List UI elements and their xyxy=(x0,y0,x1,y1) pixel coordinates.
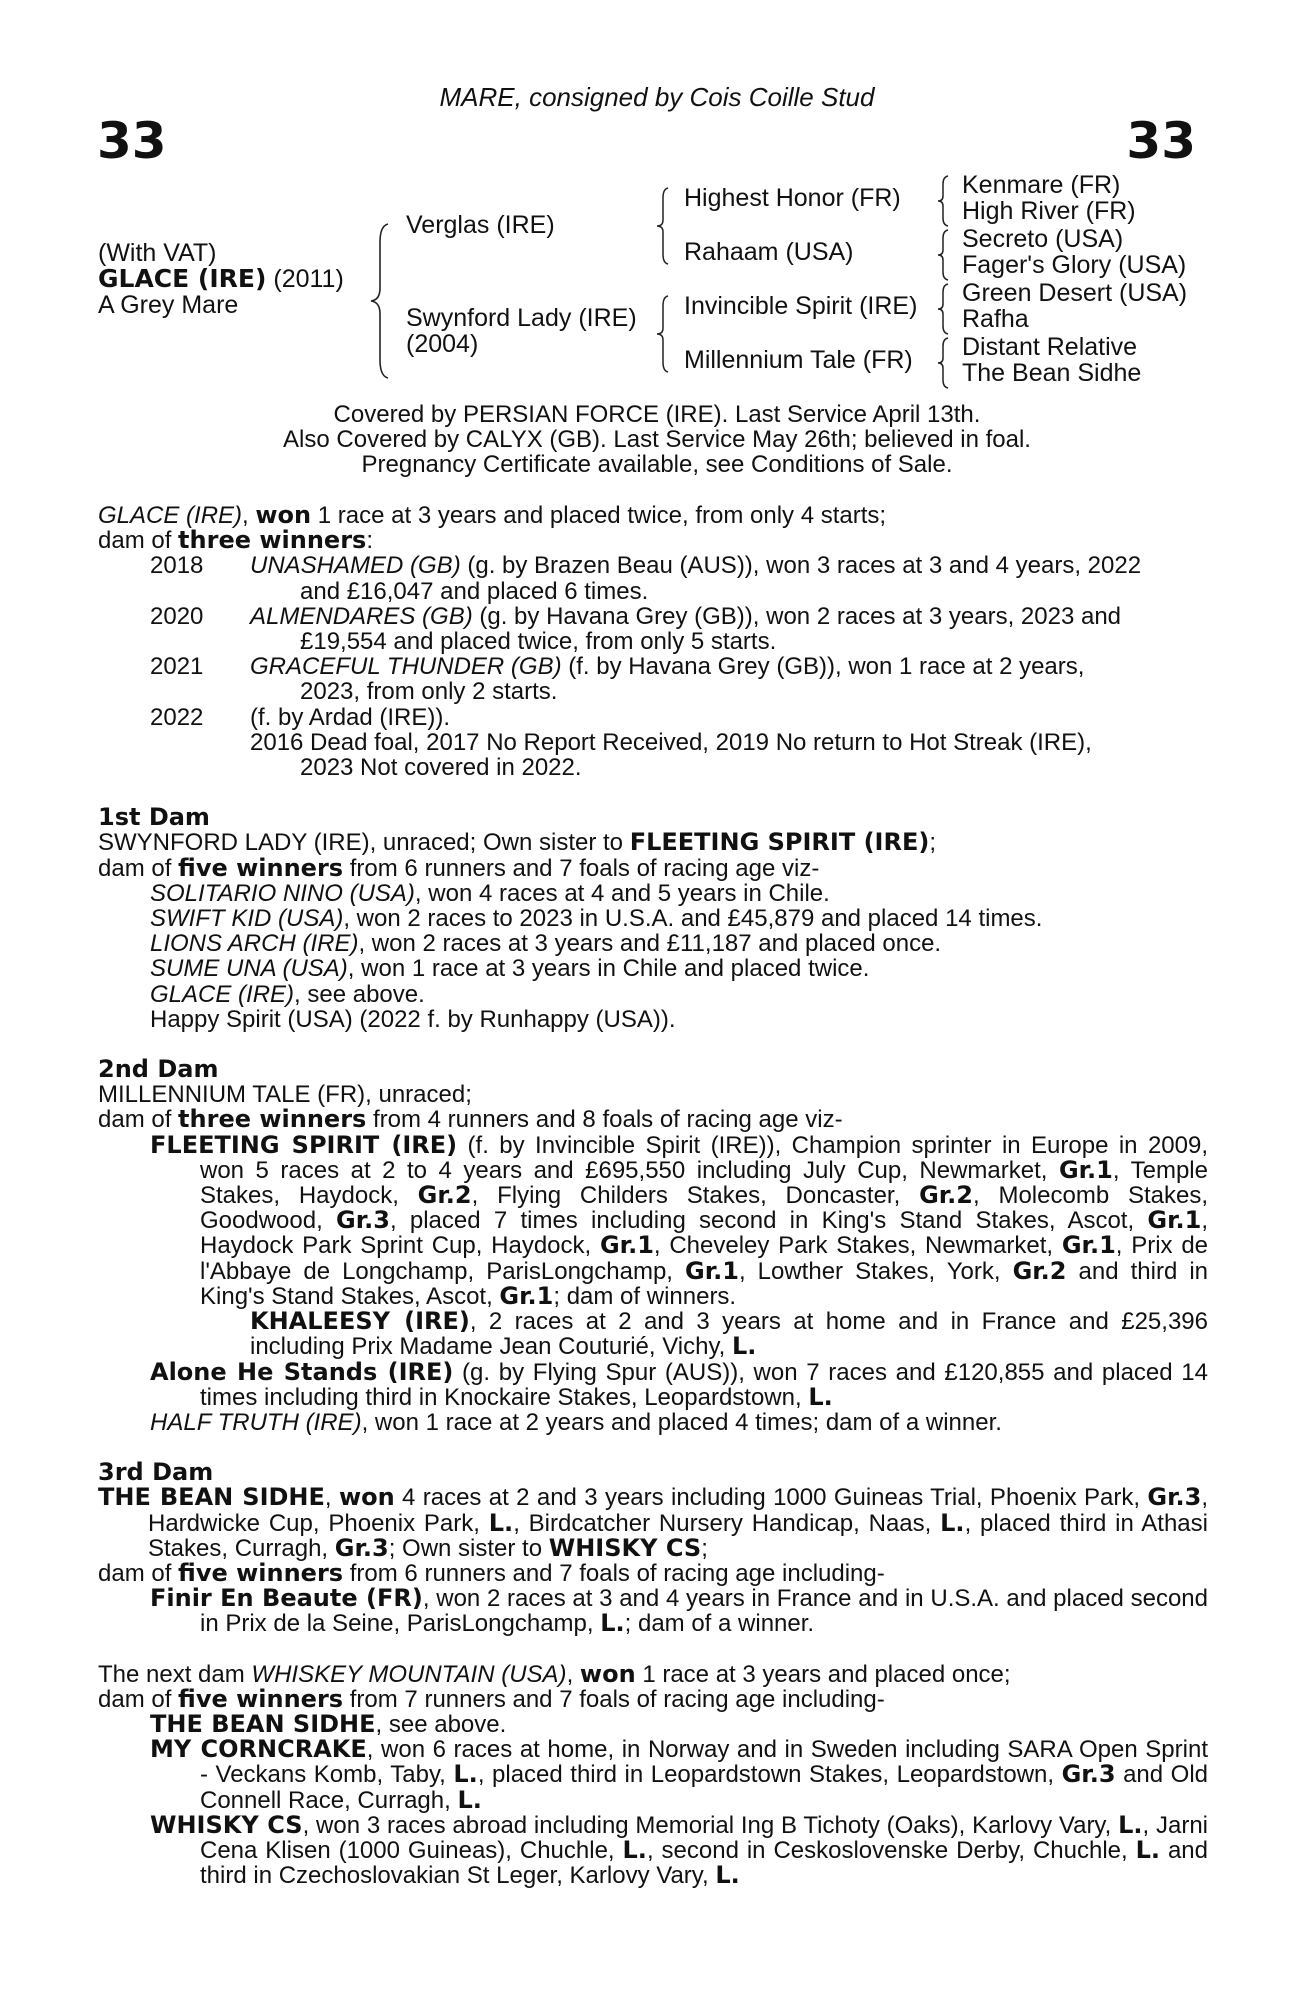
progeny-name: SOLITARIO NINO (USA) xyxy=(150,879,415,907)
first-dam-progeny xyxy=(98,881,1208,1007)
won-word: won xyxy=(338,1483,395,1512)
progeny-name: SWIFT KID (USA) xyxy=(150,905,344,933)
grade: Gr.2 xyxy=(919,1181,973,1210)
whisky-cs-entry xyxy=(98,1810,1208,1890)
entry-name: FLEETING SPIRIT (IRE) xyxy=(150,1130,458,1159)
text: 4 races at 2 and 3 years including 1000 Guineas Trial, Phoenix Park, xyxy=(394,1484,1148,1512)
lot-number-left: 33 xyxy=(97,112,167,170)
second-dam-line-1: MILLENNIUM TALE (FR), unraced; xyxy=(98,1081,472,1109)
produce-item xyxy=(98,553,1208,578)
dam-sire: Invincible Spirit (IRE) xyxy=(684,292,918,320)
text: , Hardwicke Cup, Phoenix Park, xyxy=(148,1484,1208,1537)
winners-count: three winners xyxy=(178,1105,367,1134)
grade: L. xyxy=(600,1609,625,1638)
gg-2: High River (FR) xyxy=(962,197,1136,225)
produce-details: (g. by Brazen Beau (AUS)), won 3 races at 3 and 4 years, 2022 xyxy=(460,552,1142,580)
entry-name: WHISKY CS xyxy=(150,1810,303,1839)
produce-horse-name: GLACE (IRE) xyxy=(98,502,243,529)
progeny-item xyxy=(98,931,1208,956)
text: , Jarni Cena Klisen (1000 Guineas), Chuchle, xyxy=(200,1811,1208,1864)
bean-sidhe-entry xyxy=(98,1709,1208,1738)
produce-text: 1 race at 3 years and placed twice, from only 4 starts; xyxy=(311,502,887,529)
progeny-item xyxy=(98,982,1208,1007)
text: , see above. xyxy=(375,1710,507,1738)
winners-count: three winners xyxy=(178,526,367,555)
text: , Haydock Park Sprint Cup, Haydock, xyxy=(200,1207,1208,1260)
grade: Gr.1 xyxy=(685,1256,739,1285)
produce-item xyxy=(98,604,1208,629)
text: , Temple Stakes, Haydock, xyxy=(200,1156,1208,1210)
entry-name: HALF TRUTH (IRE) xyxy=(150,1408,362,1436)
gg-5: Green Desert (USA) xyxy=(962,279,1188,307)
text: from 6 runners and 7 foals of racing age viz- xyxy=(343,854,820,882)
dam-dam: Millennium Tale (FR) xyxy=(684,346,913,374)
grade: Gr.3 xyxy=(1147,1483,1202,1512)
text: from 4 runners and 8 foals of racing age viz- xyxy=(366,1106,843,1134)
text: , placed third in Leopardstown Stakes, Leopardstown, xyxy=(477,1761,1062,1789)
grade: Gr.2 xyxy=(417,1181,472,1210)
text: 1 race at 3 years and placed once; xyxy=(635,1660,1011,1688)
grade: Gr.3 xyxy=(334,1533,389,1562)
text: , 2 races at 2 and 3 years at home and in France and £25,396 including Prix Madame Jean Couturié, Vichy, xyxy=(250,1308,1208,1361)
sister-name: WHISKY CS xyxy=(548,1533,702,1562)
text: dam of xyxy=(98,1685,179,1713)
text: dam of xyxy=(98,1559,179,1587)
text: , won 2 races at 3 and 4 years in France and in U.S.A. and placed second in Prix de la Seine, ParisLongchamp, xyxy=(200,1585,1208,1638)
alone-he-stands-entry xyxy=(98,1357,1208,1411)
text: , Cheveley Park Stakes, Newmarket, xyxy=(653,1232,1062,1260)
horse-year: (2011) xyxy=(273,265,344,293)
grade: L. xyxy=(1118,1810,1143,1839)
progeny-text: , won 2 races to 2023 in U.S.A. and £45,879 and placed 14 times. xyxy=(343,905,1043,933)
lot-number-right: 33 xyxy=(1126,112,1196,170)
text: , Birdcatcher Nursery Handicap, Naas, xyxy=(513,1509,941,1537)
progeny-text: , won 4 races at 4 and 5 years in Chile. xyxy=(414,879,830,907)
horse-description: A Grey Mare xyxy=(98,291,239,319)
next-dam-line-1 xyxy=(98,1659,1208,1688)
text: ; Own sister to xyxy=(388,1534,549,1562)
produce-dam-of xyxy=(98,528,1208,553)
text: from 6 runners and 7 foals of racing age including- xyxy=(343,1559,885,1587)
finir-en-beaute-entry xyxy=(98,1586,1208,1636)
grade: Gr.3 xyxy=(1061,1760,1116,1789)
produce-details: (f. by Havana Grey (GB)), won 1 race at 2 years, xyxy=(561,653,1085,681)
grade: Gr.2 xyxy=(1012,1256,1067,1285)
entry-name: KHALEESY (IRE) xyxy=(250,1307,470,1336)
third-dam-line-1: THE BEAN SIDHE, won 4 races at 2 and 3 years including 1000 Guineas Trial, Phoenix Park, Gr.3, Hardwicke Cup, Phoenix Park, L., Birdcatcher Nursery Handicap, Naas, L., placed third in Athasi Stakes, Curragh, Gr.3; Own sister to WHISKY CS; xyxy=(98,1483,1208,1562)
my-corncrake-entry xyxy=(98,1737,1208,1813)
gg-7: Distant Relative xyxy=(962,333,1138,361)
produce-year: 2021 xyxy=(150,653,204,681)
progeny-item xyxy=(98,956,1208,981)
entry-name: Alone He Stands (IRE) xyxy=(150,1357,454,1386)
covering-line-1: Covered by PERSIAN FORCE (IRE). Last Service April 13th. xyxy=(333,401,981,428)
text: and Old Connell Race, Curragh, xyxy=(200,1761,1208,1814)
produce-name: UNASHAMED (GB) xyxy=(250,552,461,580)
produce-record xyxy=(98,503,1208,780)
text: ; xyxy=(929,829,936,857)
won-word: won xyxy=(579,1659,636,1688)
produce-intro: GLACE (IRE), won 1 race at 3 years and placed twice, from only 4 starts; xyxy=(98,501,887,529)
progeny-item xyxy=(98,906,1208,931)
produce-item xyxy=(98,705,1208,730)
progeny-text: , see above. xyxy=(294,980,425,1008)
text: , second in Ceskoslovenske Derby, Chuchle, xyxy=(646,1836,1136,1864)
gg-6: Rafha xyxy=(962,305,1029,333)
fleeting-spirit-entry xyxy=(98,1130,1209,1310)
first-dam-line-2 xyxy=(98,853,1208,882)
grade: Gr.1 xyxy=(499,1281,554,1310)
gg-4: Fager's Glory (USA) xyxy=(962,251,1187,279)
text: , placed third in Athasi Stakes, Curragh, xyxy=(148,1509,1208,1562)
grade: L. xyxy=(488,1508,514,1537)
dam-name: WHISKEY MOUNTAIN (USA) xyxy=(251,1660,567,1688)
progeny-text: , won 2 races at 3 years and £11,187 and placed once. xyxy=(358,930,942,958)
text: , Molecomb Stakes, Goodwood, xyxy=(200,1182,1208,1235)
text: SWYNFORD LADY (IRE), unraced; Own sister to xyxy=(98,829,630,857)
catalogue-body xyxy=(98,503,1208,1888)
third-dam-heading: 3rd Dam xyxy=(98,1458,214,1487)
text: , won 6 races at home, in Norway and in Sweden including SARA Open Sprint - Veckans Komb, Taby, xyxy=(200,1736,1208,1789)
first-dam-section xyxy=(98,805,1208,1032)
next-dam-line-2 xyxy=(98,1684,1208,1713)
gg-3: Secreto (USA) xyxy=(962,225,1124,253)
third-dam-section xyxy=(98,1460,1208,1636)
text: ; dam of a winner. xyxy=(624,1610,815,1638)
produce-details-cont: and £16,047 and placed 6 times. xyxy=(300,577,649,605)
produce-year: 2018 xyxy=(150,552,204,580)
grade: L. xyxy=(940,1508,965,1537)
produce-list xyxy=(98,553,1208,729)
produce-extra-2: 2023 Not covered in 2022. xyxy=(300,754,582,782)
brace-3 xyxy=(655,294,671,374)
grade: L. xyxy=(453,1760,478,1789)
text: from 7 runners and 7 foals of racing age including- xyxy=(343,1685,885,1713)
colon: : xyxy=(366,527,373,555)
text: , xyxy=(566,1660,580,1688)
third-dam-line-2 xyxy=(98,1558,1208,1587)
text: ; xyxy=(701,1534,708,1562)
produce-details: (g. by Havana Grey (GB)), won 2 races at 3 years, 2023 and xyxy=(472,602,1122,630)
brace-2 xyxy=(655,186,671,266)
produce-details-cont: £19,554 and placed twice, from only 5 starts. xyxy=(300,628,777,656)
progeny-name: GLACE (IRE) xyxy=(150,980,295,1008)
text: and third in Czechoslovakian St Leger, Karlovy Vary, xyxy=(200,1836,1208,1890)
dam-name: THE BEAN SIDHE xyxy=(98,1483,325,1512)
brace-1 xyxy=(368,222,392,380)
produce-year: 2022 xyxy=(150,703,204,731)
progeny-item xyxy=(98,881,1208,906)
text: (f. by Invincible Spirit (IRE)), Champion sprinter in Europe in 2009, won 5 races at 2 to 4 years and £695,550 including July Cup, Newmarket, xyxy=(200,1131,1208,1184)
first-dam-heading: 1st Dam xyxy=(98,803,210,832)
entry-name: Finir En Beaute (FR) xyxy=(150,1584,423,1613)
grade: Gr.1 xyxy=(1147,1206,1202,1235)
text: , Flying Childers Stakes, Doncaster, xyxy=(471,1182,920,1210)
dam-year: (2004) xyxy=(406,330,479,358)
text: , won 1 race at 2 years and placed 4 times; dam of a winner. xyxy=(361,1408,1002,1436)
covering-line-2: Also Covered by CALYX (GB). Last Service May 26th; believed in foal. xyxy=(283,426,1031,453)
progeny-text: , won 1 race at 3 years in Chile and placed twice. xyxy=(347,955,870,983)
produce-year: 2020 xyxy=(150,602,204,630)
brace-5 xyxy=(936,228,950,282)
winners-count: five winners xyxy=(178,1684,344,1713)
text: ; dam of winners. xyxy=(553,1282,737,1310)
second-dam-line-2 xyxy=(98,1107,1208,1132)
gg-1: Kenmare (FR) xyxy=(962,171,1121,199)
produce-name: GRACEFUL THUNDER (GB) xyxy=(250,653,562,681)
winners-count: five winners xyxy=(178,853,344,882)
progeny-name: LIONS ARCH (IRE) xyxy=(150,930,359,958)
text: dam of xyxy=(98,854,179,882)
won-word: won xyxy=(255,501,312,529)
second-dam-heading: 2nd Dam xyxy=(98,1055,219,1084)
sister-name: FLEETING SPIRIT (IRE) xyxy=(629,828,930,857)
next-dam-section xyxy=(98,1659,1208,1890)
winners-count: five winners xyxy=(178,1558,344,1587)
dam: Swynford Lady (IRE) xyxy=(406,304,637,332)
grade: L. xyxy=(715,1861,740,1890)
text: (g. by Flying Spur (AUS)), won 7 races and £120,855 and placed 14 times including third in Knockaire Stakes, Leopardstown, xyxy=(200,1358,1208,1411)
entry-name: THE BEAN SIDHE xyxy=(150,1709,376,1738)
produce-details-cont: 2023, from only 2 starts. xyxy=(300,678,558,706)
produce-extra-1: 2016 Dead foal, 2017 No Report Received, 2019 No return to Hot Streak (IRE), xyxy=(250,728,1092,756)
first-dam-line-1 xyxy=(98,830,1208,855)
sire: Verglas (IRE) xyxy=(406,211,555,239)
text: , won 3 races abroad including Memorial Ing B Tichoty (Oaks), Karlovy Vary, xyxy=(302,1811,1119,1839)
text: , placed 7 times including second in King's Stand Stakes, Ascot, xyxy=(389,1207,1148,1235)
second-dam-section xyxy=(98,1057,1208,1435)
produce-name: ALMENDARES (GB) xyxy=(250,602,473,630)
grade: L. xyxy=(732,1332,757,1361)
brace-4 xyxy=(936,174,950,228)
produce-details: (f. by Ardad (IRE)). xyxy=(250,703,451,731)
produce-item xyxy=(98,654,1208,679)
khaleesy-entry xyxy=(98,1309,1208,1359)
grade: L. xyxy=(808,1382,833,1411)
text: , Prix de l'Abbaye de Longchamp, ParisLongchamp, xyxy=(200,1232,1209,1285)
sire-dam: Rahaam (USA) xyxy=(684,238,854,266)
grade: Gr.1 xyxy=(1058,1155,1113,1184)
half-truth-entry xyxy=(98,1410,1208,1435)
text: and third in King's Stand Stakes, Ascot, xyxy=(200,1257,1209,1310)
page-subtitle: MARE, consigned by Cois Coille Stud xyxy=(439,82,875,112)
grade: L. xyxy=(622,1835,647,1864)
grade: Gr.1 xyxy=(1061,1231,1116,1260)
brace-7 xyxy=(936,336,950,390)
entry-name: MY CORNCRAKE xyxy=(150,1735,367,1764)
text: The next dam xyxy=(98,1660,252,1688)
sire-sire: Highest Honor (FR) xyxy=(684,184,901,212)
covering-line-3: Pregnancy Certificate available, see Conditions of Sale. xyxy=(361,451,953,478)
horse-name: GLACE (IRE) xyxy=(98,264,267,293)
brace-6 xyxy=(936,282,950,336)
grade: Gr.3 xyxy=(336,1206,390,1235)
dam-of-text: dam of xyxy=(98,527,179,555)
first-dam-last: Happy Spirit (USA) (2022 f. by Runhappy (USA)). xyxy=(150,1005,676,1033)
text: , Lowther Stakes, York, xyxy=(738,1257,1013,1285)
progeny-name: SUME UNA (USA) xyxy=(150,955,348,983)
vat-label: (With VAT) xyxy=(98,239,217,267)
grade: Gr.1 xyxy=(599,1231,654,1260)
grade: L. xyxy=(457,1785,482,1814)
gg-8: The Bean Sidhe xyxy=(962,359,1142,387)
horse-name-line xyxy=(98,266,344,292)
text: dam of xyxy=(98,1106,179,1134)
grade: L. xyxy=(1135,1835,1161,1864)
